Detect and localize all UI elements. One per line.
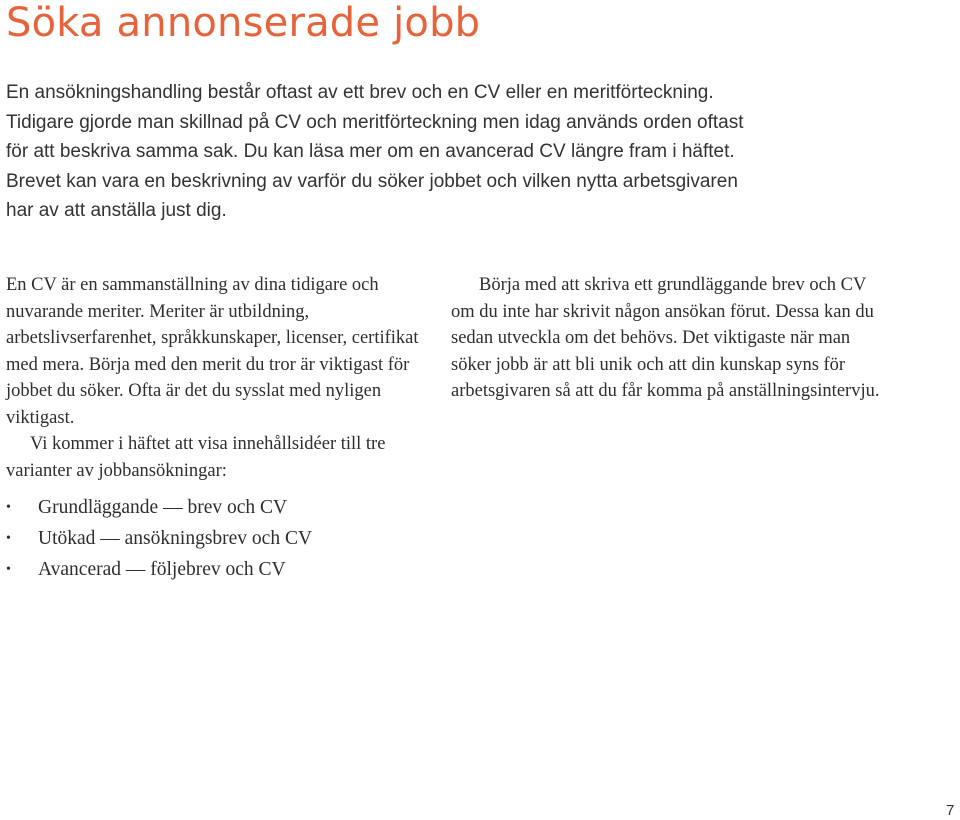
right-column	[451, 272, 891, 405]
list-item-text: Avancerad — följebrev och CV	[38, 559, 286, 580]
list-item-text: Utökad — ansökningsbrev och CV	[38, 528, 313, 549]
intro-paragraph: En ansökningshandling består oftast av ett brev och en CV eller en meritförteckning. Tidigare gjorde man skillnad på CV och meritförteckning men idag används orden oftast för att beskriva samma sak. Du kan läsa mer om en avancerad CV längre fram i häftet. Brevet kan vara en beskrivning av varför du söker jobbet och vilken nytta arbetsgivaren har av att anställa just dig.	[6, 82, 744, 221]
list-item-text: Grundläggande — brev och CV	[38, 497, 288, 518]
bullet-icon: •	[6, 562, 11, 577]
list-item	[6, 554, 426, 585]
list-item	[6, 523, 426, 554]
page-number: 7	[946, 802, 955, 819]
application-variants-list	[6, 492, 426, 585]
getting-started-paragraph: Börja med att skriva ett grundläggande brev och CV om du inte har skrivit någon ansökan förut. Dessa kan du sedan utveckla om det behövs. Det viktigaste när man söker jobb är att bli unik och att din kunskap syns för arbetsgivaren så att du får komma på anställningsintervju.	[451, 275, 880, 401]
list-item	[6, 492, 426, 523]
application-variants-intro: Vi kommer i häftet att visa innehållsidéer till tre varianter av jobbansökningar:	[6, 434, 386, 481]
cv-description-paragraph: En CV är en sammanställning av dina tidigare och nuvarande meriter. Meriter är utbildning, arbetslivserfarenhet, språkkunskaper, licenser, certifikat med mera. Börja med den merit du tror är viktigast för jobbet du söker. Ofta är det du sysslat med nyligen viktigast.	[6, 275, 419, 428]
bullet-icon: •	[6, 531, 11, 546]
bullet-icon: •	[6, 500, 11, 515]
left-column	[6, 272, 426, 585]
page-title: Söka annonserade jobb	[6, 0, 481, 46]
